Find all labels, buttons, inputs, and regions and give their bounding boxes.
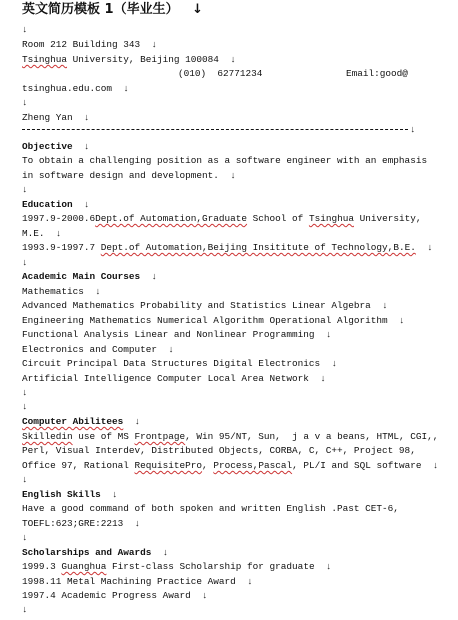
spellcheck-word: Process,Pascal xyxy=(213,460,293,471)
heading-text: English Skills xyxy=(22,489,101,500)
education-entry-continuation xyxy=(22,228,61,240)
paragraph-mark-icon: ↓ xyxy=(168,344,174,355)
paragraph-mark-icon: ↓ xyxy=(22,97,28,108)
paragraph-mark-icon: ↓ xyxy=(95,286,101,297)
address-line-2 xyxy=(22,54,236,66)
paragraph-mark-icon: ↓ xyxy=(382,300,388,311)
spellcheck-word: Tsinghua xyxy=(22,54,68,65)
computer-heading xyxy=(22,416,140,428)
course-line xyxy=(22,300,388,312)
award-line xyxy=(22,590,208,602)
paragraph-mark-icon: ↓ xyxy=(83,199,90,210)
blank-line xyxy=(22,184,28,196)
address-line-1 xyxy=(22,39,157,51)
date-range: 1993.9-1997.7 xyxy=(22,242,101,253)
computer-line: Perl, Visual Interdev, Distributed Objects, CORBA, C, C++, Project 98, xyxy=(22,445,416,456)
paragraph-mark-icon: ↓ xyxy=(55,228,62,239)
paragraph-mark-icon: ↓ xyxy=(162,547,169,558)
course-line xyxy=(22,286,101,298)
award-line xyxy=(22,561,331,573)
paragraph-mark-icon: ↓ xyxy=(320,373,326,384)
title-text: 英文简历模板 1（毕业生） xyxy=(22,2,179,17)
paragraph-mark-icon: ↓ xyxy=(123,83,129,94)
heading-text: Objective xyxy=(22,141,73,152)
paragraph-mark-icon: ↓ xyxy=(230,54,236,65)
paragraph-mark-icon: ↓ xyxy=(22,604,28,615)
paragraph-mark-icon: ↓ xyxy=(22,387,28,398)
course-text: Advanced Mathematics Probability and Statistics Linear Algebra xyxy=(22,300,371,311)
objective-heading xyxy=(22,141,90,153)
course-text: Functional Analysis Linear and Nonlinear Programming xyxy=(22,329,315,340)
paragraph-mark-icon: ↓ xyxy=(22,401,28,412)
spellcheck-word: Skilledin xyxy=(22,431,73,442)
document-title xyxy=(22,2,203,18)
spellcheck-word: Guanghua xyxy=(61,561,107,572)
course-text: Engineering Mathematics Numerical Algorithm Operational Algorithm xyxy=(22,315,388,326)
course-text: Mathematics xyxy=(22,286,84,297)
address-text: University, Beijing 100084 xyxy=(67,54,219,65)
paragraph-mark-icon: ↓ xyxy=(151,271,158,282)
paragraph-mark-icon: ↓ xyxy=(331,358,338,369)
award-line xyxy=(22,576,253,588)
email-text: tsinghua.edu.com xyxy=(22,83,113,94)
email-continuation xyxy=(22,83,129,95)
paragraph-mark-icon: ↓ xyxy=(83,141,90,152)
email-label: Email:good@ xyxy=(346,68,408,79)
paragraph-mark-icon: ↓ xyxy=(247,576,253,587)
education-text: School of xyxy=(247,213,309,224)
computer-text: use of MS xyxy=(72,431,135,442)
objective-text: in software design and development. xyxy=(22,170,219,181)
spellcheck-word: Tsinghua xyxy=(308,213,354,224)
education-entry xyxy=(22,213,421,225)
paragraph-mark-icon: ↓ xyxy=(112,489,118,500)
computer-line xyxy=(22,460,438,472)
objective-line: To obtain a challenging position as a software engineer with an emphasis xyxy=(22,155,428,166)
paragraph-mark-icon: ↓ xyxy=(134,518,141,529)
english-text: TOEFL:623;GRE:2213 xyxy=(22,518,124,529)
paragraph-mark-icon: ↓ xyxy=(398,315,405,326)
blank-line xyxy=(22,24,28,36)
paragraph-mark-icon: ↓ xyxy=(134,416,141,427)
spellcheck-word: Dept.of Automation,Beijing Insititute of Technology,B.E. xyxy=(100,242,416,253)
course-line xyxy=(22,344,174,356)
course-line xyxy=(22,315,405,327)
courses-heading xyxy=(22,271,157,283)
phone-number: (010) 62771234 xyxy=(178,68,263,79)
paragraph-mark-icon: ↓ xyxy=(151,39,158,50)
scholarships-heading xyxy=(22,547,168,559)
blank-line xyxy=(22,257,28,269)
course-text: Electronics and Computer xyxy=(22,344,158,355)
english-heading xyxy=(22,489,118,501)
award-text: 1997.4 Academic Progress Award xyxy=(22,590,191,601)
computer-text: , xyxy=(202,460,214,471)
paragraph-mark-icon: ↓ xyxy=(410,124,416,135)
spellcheck-word: Dept.of Automation,Graduate xyxy=(95,213,248,224)
education-heading xyxy=(22,199,90,211)
paragraph-mark-icon: ↓ xyxy=(432,460,439,471)
date-range: 1997.9-2000.6 xyxy=(22,213,96,224)
blank-line xyxy=(22,474,28,486)
course-line xyxy=(22,373,326,385)
heading-text: Education xyxy=(22,199,73,210)
award-text: 1999.3 xyxy=(22,561,62,572)
paragraph-mark-icon: ↓ xyxy=(22,474,28,485)
paragraph-mark-icon: ↓ xyxy=(22,24,28,35)
computer-text: Office 97, Rational xyxy=(22,460,135,471)
course-line xyxy=(22,358,337,370)
degree-text: M.E. xyxy=(22,228,45,239)
education-entry xyxy=(22,242,433,254)
award-text: 1998.11 Metal Machining Practice Award xyxy=(22,576,236,587)
heading-text: Academic Main Courses xyxy=(22,271,141,282)
paragraph-mark-icon: ↓ xyxy=(83,112,90,123)
paragraph-mark-icon: ↓ xyxy=(22,532,28,543)
objective-line xyxy=(22,170,236,182)
english-line xyxy=(22,518,140,530)
paragraph-mark-icon: ↓ xyxy=(325,329,332,340)
computer-text: , PL/I and SQL software xyxy=(292,460,422,471)
candidate-name: Zheng Yan xyxy=(22,112,73,123)
paragraph-mark-icon: ↓ xyxy=(202,590,208,601)
paragraph-mark-icon: ↓ xyxy=(192,2,204,17)
heading-text: Scholarships and Awards xyxy=(22,547,152,558)
paragraph-mark-icon: ↓ xyxy=(22,184,28,195)
blank-line xyxy=(22,401,28,413)
education-text: University, xyxy=(353,213,422,224)
divider xyxy=(22,129,408,130)
course-line xyxy=(22,329,331,341)
blank-line xyxy=(22,604,28,616)
award-text: First-class Scholarship for graduate xyxy=(106,561,315,572)
address-text: Room 212 Building 343 xyxy=(22,39,141,50)
paragraph-mark-icon: ↓ xyxy=(427,242,433,253)
computer-line xyxy=(22,431,438,443)
paragraph-mark-icon: ↓ xyxy=(230,170,236,181)
blank-line xyxy=(22,532,28,544)
course-text: Circuit Principal Data Structures Digital Electronics xyxy=(22,358,321,369)
spellcheck-word: Frontpage xyxy=(134,431,186,442)
computer-text: , Win 95/NT, Sun, j a v a beans, HTML, CGI,, xyxy=(185,431,439,442)
spellcheck-word: RequisitePro xyxy=(134,460,203,471)
blank-line xyxy=(22,97,28,109)
name-line xyxy=(22,112,90,124)
paragraph-mark-icon: ↓ xyxy=(22,257,28,268)
blank-line xyxy=(22,387,28,399)
heading-text: Computer Abilitees xyxy=(22,416,124,427)
english-line: Have a good command of both spoken and written English .Past CET-6, xyxy=(22,503,399,514)
paragraph-mark-icon: ↓ xyxy=(325,561,332,572)
course-text: Artificial Intelligence Computer Local Area Network xyxy=(22,373,309,384)
